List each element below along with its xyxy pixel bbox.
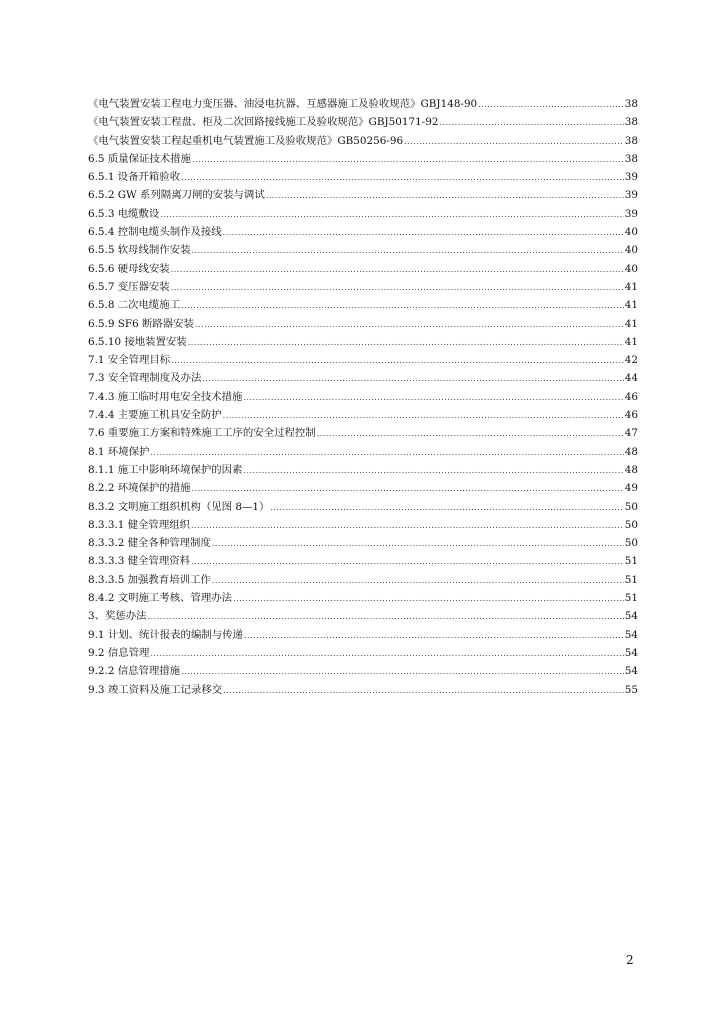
- toc-dot-leader: [181, 169, 624, 187]
- toc-entry[interactable]: [88, 351, 638, 369]
- toc-entry-page: 47: [624, 427, 638, 440]
- toc-entry-title: 8.1.1 施工中影响环境保护的因素: [88, 463, 243, 476]
- toc-entry[interactable]: [88, 132, 638, 150]
- toc-entry-title: 8.3.2 文明施工组织机构（见图 8—1）: [88, 500, 270, 513]
- toc-entry[interactable]: [88, 443, 638, 461]
- toc-dot-leader: [223, 224, 624, 242]
- toc-entry-page: 38: [624, 98, 638, 110]
- toc-entry[interactable]: [88, 369, 638, 387]
- toc-entry[interactable]: [88, 589, 638, 607]
- toc-dot-leader: [404, 133, 624, 151]
- toc-entry-title: 6.5 质量保证技术措施: [88, 152, 191, 165]
- toc-entry[interactable]: [88, 113, 638, 131]
- toc-dot-leader: [192, 151, 624, 169]
- toc-entry[interactable]: [88, 223, 638, 241]
- toc-entry[interactable]: [88, 607, 638, 625]
- toc-entry-title: 8.2.2 环境保护的措施: [88, 482, 191, 495]
- toc-entry[interactable]: [88, 552, 638, 570]
- toc-entry-page: 39: [624, 207, 638, 220]
- toc-dot-leader: [266, 187, 624, 205]
- toc-dot-leader: [181, 663, 624, 681]
- toc-entry-title: 9.2.2 信息管理措施: [88, 665, 181, 678]
- toc-entry-page: 39: [624, 189, 638, 202]
- toc-entry-page: 54: [624, 628, 638, 641]
- toc-entry-title: 6.5.7 变压器安装: [88, 280, 170, 293]
- toc-entry-title: 8.3.3.2 健全各种管理制度: [88, 537, 211, 550]
- toc-entry[interactable]: [88, 315, 638, 333]
- toc-entry-page: 51: [624, 573, 638, 586]
- toc-entry[interactable]: [88, 681, 638, 699]
- toc-dot-leader: [191, 242, 623, 260]
- toc-dot-leader: [160, 206, 623, 224]
- toc-dot-leader: [317, 425, 624, 443]
- toc-entry-title: 6.5.5 软母线制作安装: [88, 244, 191, 257]
- toc-entry-title: 9.3 竣工资料及施工记录移交: [88, 683, 223, 696]
- toc-entry-title: 7.4.3 施工临时用电安全技术措施: [88, 390, 243, 403]
- toc-entry[interactable]: [88, 241, 638, 259]
- toc-entry-title: 8.3.3.3 健全管理资料: [88, 555, 190, 568]
- toc-entry-page: 51: [624, 555, 638, 568]
- toc-entry[interactable]: [88, 498, 638, 516]
- toc-entry-title: 9.1 计划、统计报表的编制与传递: [88, 628, 243, 641]
- toc-dot-leader: [212, 572, 624, 590]
- toc-entry-title: 6.5.10 接地装置安装: [88, 335, 187, 348]
- toc-entry-title: 8.4.2 文明施工考核、管理办法: [88, 592, 233, 605]
- toc-entry[interactable]: [88, 205, 638, 223]
- toc-entry[interactable]: [88, 406, 638, 424]
- toc-dot-leader: [202, 370, 623, 388]
- toc-entry-page: 41: [624, 335, 638, 348]
- toc-entry-page: 49: [624, 482, 638, 495]
- toc-entry[interactable]: [88, 388, 638, 406]
- toc-entry-page: 40: [624, 262, 638, 275]
- toc-entry-title: 9.2 信息管理: [88, 646, 150, 659]
- toc-entry-title: 《电气装置安装工程起重机电气装置施工及验收规范》GB50256-96: [88, 134, 404, 147]
- page-number: 2: [626, 953, 634, 967]
- toc-entry[interactable]: [88, 571, 638, 589]
- toc-dot-leader: [171, 352, 624, 370]
- toc-entry-title: 6.5.6 硬母线安装: [88, 262, 170, 275]
- toc-dot-leader: [223, 407, 624, 425]
- toc-entry-title: 6.5.2 GW 系列隔离刀闸的安装与调试: [88, 189, 265, 202]
- toc-dot-leader: [212, 535, 624, 553]
- toc-dot-leader: [243, 389, 623, 407]
- toc-entry[interactable]: [88, 479, 638, 497]
- toc-entry-page: 54: [624, 610, 638, 623]
- toc-dot-leader: [148, 608, 624, 626]
- toc-entry[interactable]: [88, 626, 638, 644]
- toc-entry-title: 8.3.3.5 加强教育培训工作: [88, 573, 211, 586]
- toc-entry-page: 50: [624, 500, 638, 513]
- toc-entry[interactable]: [88, 662, 638, 680]
- toc-dot-leader: [150, 444, 623, 462]
- toc-entry-page: 46: [624, 390, 638, 403]
- toc-entry-title: 7.1 安全管理目标: [88, 354, 171, 367]
- toc-entry-title: 8.3.3.1 健全管理组织: [88, 518, 190, 531]
- toc-entry-page: 40: [624, 226, 638, 239]
- table-of-contents: [88, 95, 638, 699]
- toc-entry-title: 6.5.4 控制电缆头制作及接线: [88, 226, 222, 239]
- toc-entry-page: 44: [624, 372, 638, 385]
- toc-entry-page: 46: [624, 409, 638, 422]
- toc-dot-leader: [150, 645, 623, 663]
- toc-entry-page: 41: [624, 280, 638, 293]
- toc-entry-page: 50: [624, 518, 638, 531]
- toc-entry-title: 《电气装置安装工程电力变压器、油浸电抗器、互感器施工及验收规范》GBJ148-90: [88, 98, 478, 110]
- toc-dot-leader: [191, 480, 623, 498]
- toc-entry-title: 7.6 重要施工方案和特殊施工工序的安全过程控制: [88, 427, 316, 440]
- toc-dot-leader: [191, 517, 624, 535]
- toc-entry-page: 54: [624, 646, 638, 659]
- toc-entry-page: 40: [624, 244, 638, 257]
- toc-dot-leader: [188, 334, 624, 352]
- toc-dot-leader: [439, 114, 623, 132]
- toc-entry-page: 38: [624, 152, 638, 165]
- toc-dot-leader: [171, 279, 624, 297]
- toc-entry[interactable]: [88, 296, 638, 314]
- toc-entry-page: 54: [624, 665, 638, 678]
- toc-entry[interactable]: [88, 461, 638, 479]
- toc-entry-page: 41: [624, 299, 638, 312]
- toc-dot-leader: [233, 590, 624, 608]
- toc-entry[interactable]: [88, 534, 638, 552]
- toc-dot-leader: [244, 627, 624, 645]
- toc-entry-page: 48: [624, 445, 638, 458]
- toc-entry[interactable]: [88, 424, 638, 442]
- toc-entry[interactable]: [88, 260, 638, 278]
- toc-dot-leader: [478, 96, 624, 114]
- toc-entry-title: 7.4.4 主要施工机具安全防护: [88, 409, 222, 422]
- toc-entry-page: 41: [624, 317, 638, 330]
- toc-entry-page: 51: [624, 592, 638, 605]
- toc-entry[interactable]: [88, 644, 638, 662]
- toc-dot-leader: [191, 553, 624, 571]
- toc-entry-title: 6.5.9 SF6 断路器安装: [88, 317, 194, 330]
- toc-entry-page: 50: [624, 537, 638, 550]
- toc-entry-page: 39: [624, 171, 638, 184]
- toc-entry[interactable]: [88, 516, 638, 534]
- toc-dot-leader: [270, 499, 623, 517]
- toc-entry-title: 8.1 环境保护: [88, 445, 150, 458]
- toc-entry-title: 6.5.3 电缆敷设: [88, 207, 160, 220]
- toc-entry-title: 7.3 安全管理制度及办法: [88, 372, 202, 385]
- toc-entry-title: 3、奖惩办法: [88, 610, 147, 623]
- toc-entry-page: 42: [624, 354, 638, 367]
- toc-entry-page: 38: [624, 116, 638, 129]
- toc-entry[interactable]: [88, 150, 638, 168]
- toc-entry[interactable]: [88, 95, 638, 113]
- toc-dot-leader: [223, 682, 624, 700]
- toc-entry-page: 38: [624, 134, 638, 147]
- toc-entry-title: 6.5.1 设备开箱验收: [88, 171, 181, 184]
- toc-entry[interactable]: [88, 186, 638, 204]
- toc-entry[interactable]: [88, 278, 638, 296]
- toc-entry-title: 《电气装置安装工程盘、柜及二次回路接线施工及验收规范》GBJ50171-92: [88, 116, 439, 129]
- toc-entry-title: 6.5.8 二次电缆施工: [88, 299, 181, 312]
- toc-entry[interactable]: [88, 333, 638, 351]
- toc-dot-leader: [243, 462, 623, 480]
- toc-entry[interactable]: [88, 168, 638, 186]
- toc-entry-page: 55: [624, 683, 638, 696]
- toc-dot-leader: [181, 297, 624, 315]
- toc-dot-leader: [195, 316, 624, 334]
- toc-entry-page: 48: [624, 463, 638, 476]
- toc-dot-leader: [171, 261, 624, 279]
